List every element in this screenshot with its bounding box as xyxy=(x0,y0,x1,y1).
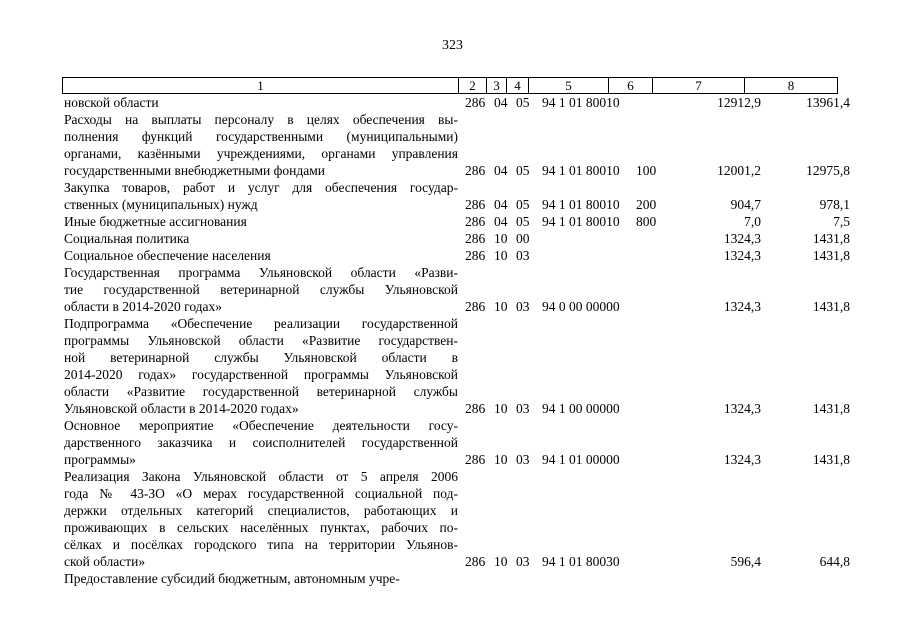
column-header-5: 5 xyxy=(529,78,609,94)
table-row xyxy=(64,315,864,417)
description-line: года № 43-ЗО «О мерах государственной социальной под- xyxy=(64,486,458,501)
description-line: Основное мероприятие «Обеспечение деятельности госу- xyxy=(64,418,458,433)
section-code-cell: 10 xyxy=(494,452,508,467)
target-article-cell: 94 0 00 00000 xyxy=(542,299,620,314)
page-number: 323 xyxy=(442,38,463,53)
description-line: области в 2014-2020 годах» xyxy=(64,299,223,314)
description-line: Государственная программа Ульяновской области «Разви- xyxy=(64,265,458,280)
description-line: Социальная политика xyxy=(64,231,190,246)
amount-col7-cell: 12001,2 xyxy=(717,163,761,178)
target-article-cell: 94 1 00 00000 xyxy=(542,401,620,416)
amount-col8-cell: 1431,8 xyxy=(812,248,850,263)
subsection-code-cell: 05 xyxy=(516,163,530,178)
amount-col8-cell: 1431,8 xyxy=(812,452,850,467)
table-row xyxy=(64,230,864,247)
subsection-code-cell: 03 xyxy=(516,401,530,416)
ministry-code-cell: 286 xyxy=(465,299,486,314)
target-article-cell: 94 1 01 80010 xyxy=(542,95,620,110)
description-line: Социальное обеспечение населения xyxy=(64,248,271,263)
column-header-3: 3 xyxy=(487,78,507,94)
target-article-cell: 94 1 01 80010 xyxy=(542,197,620,212)
section-code-cell: 10 xyxy=(494,248,508,263)
table-row xyxy=(64,94,864,111)
section-code-cell: 04 xyxy=(494,95,508,110)
amount-col7-cell: 596,4 xyxy=(730,554,761,569)
description-line: Закупка товаров, работ и услуг для обеспечения государ- xyxy=(64,180,458,195)
amount-col7-cell: 7,0 xyxy=(744,214,761,229)
description-line: полнения функций государственными (муниципальными) xyxy=(64,129,458,144)
ministry-code-cell: 286 xyxy=(465,214,486,229)
ministry-code-cell: 286 xyxy=(465,163,486,178)
section-code-cell: 10 xyxy=(494,299,508,314)
ministry-code-cell: 286 xyxy=(465,452,486,467)
table-row xyxy=(64,247,864,264)
description-line: Ульяновской области в 2014-2020 годах» xyxy=(64,401,299,416)
row-values xyxy=(64,570,864,587)
row-values xyxy=(64,230,864,247)
subsection-code-cell: 03 xyxy=(516,452,530,467)
ministry-code-cell: 286 xyxy=(465,401,486,416)
amount-col7-cell: 1324,3 xyxy=(723,299,761,314)
description-line: держки отдельных категорий специалистов, работающих и xyxy=(64,503,458,518)
subsection-code-cell: 03 xyxy=(516,248,530,263)
section-code-cell: 04 xyxy=(494,197,508,212)
column-header-7: 7 xyxy=(653,78,745,94)
column-header-table xyxy=(62,77,838,94)
target-article-cell: 94 1 01 80030 xyxy=(542,554,620,569)
description-line: новской области xyxy=(64,95,159,110)
description-line: Реализация Закона Ульяновской области от 5 апреля 2006 xyxy=(64,469,458,484)
subsection-code-cell: 05 xyxy=(516,95,530,110)
description-line: ственных (муниципальных) нужд xyxy=(64,197,258,212)
description-line: ской области» xyxy=(64,554,146,569)
table-row xyxy=(64,111,864,179)
description-line: программы Ульяновской области «Развитие государствен- xyxy=(64,333,458,348)
section-code-cell: 04 xyxy=(494,214,508,229)
table-row xyxy=(64,179,864,213)
row-values xyxy=(64,247,864,264)
row-values xyxy=(64,553,864,570)
amount-col7-cell: 1324,3 xyxy=(723,248,761,263)
description-line: проживающих в сельских населённых пунктах, рабочих по- xyxy=(64,520,458,535)
description-line: Предоставление субсидий бюджетным, автономным учре- xyxy=(64,571,400,586)
ministry-code-cell: 286 xyxy=(465,197,486,212)
amount-col8-cell: 1431,8 xyxy=(812,231,850,246)
amount-col7-cell: 12912,9 xyxy=(717,95,761,110)
amount-col8-cell: 13961,4 xyxy=(806,95,850,110)
ministry-code-cell: 286 xyxy=(465,554,486,569)
description-line: области «Развитие государственной ветеринарной службы xyxy=(64,384,458,399)
column-header-8: 8 xyxy=(745,78,838,94)
description-line: Подпрограмма «Обеспечение реализации государственной xyxy=(64,316,458,331)
column-header-row xyxy=(63,78,838,94)
description-line: тие государственной ветеринарной службы Ульяновской xyxy=(64,282,458,297)
amount-col7-cell: 1324,3 xyxy=(723,452,761,467)
description-line: органами, казёнными учреждениями, органами управления xyxy=(64,146,458,161)
description-line: дарственного заказчика и соисполнителей государственной xyxy=(64,435,458,450)
description-line: 2014-2020 годах» государственной программы Ульяновской xyxy=(64,367,458,382)
section-code-cell: 04 xyxy=(494,163,508,178)
table-row xyxy=(64,468,864,570)
description-line: программы» xyxy=(64,452,136,467)
ministry-code-cell: 286 xyxy=(465,95,486,110)
amount-col8-cell: 1431,8 xyxy=(812,401,850,416)
section-code-cell: 10 xyxy=(494,554,508,569)
subsection-code-cell: 05 xyxy=(516,197,530,212)
target-article-cell: 94 1 01 80010 xyxy=(542,163,620,178)
amount-col8-cell: 7,5 xyxy=(833,214,850,229)
table-row xyxy=(64,213,864,230)
ministry-code-cell: 286 xyxy=(465,248,486,263)
row-values xyxy=(64,213,864,230)
subsection-code-cell: 03 xyxy=(516,299,530,314)
row-values xyxy=(64,196,864,213)
column-header-4: 4 xyxy=(507,78,529,94)
target-article-cell: 94 1 01 00000 xyxy=(542,452,620,467)
table-row xyxy=(64,264,864,315)
description-line: сёлках и посёлках городского типа на территории Ульянов- xyxy=(64,537,458,552)
row-values xyxy=(64,451,864,468)
row-values xyxy=(64,298,864,315)
amount-col7-cell: 904,7 xyxy=(730,197,761,212)
row-values xyxy=(64,400,864,417)
ministry-code-cell: 286 xyxy=(465,231,486,246)
row-values xyxy=(64,94,864,111)
description-line: ной ветеринарной службы Ульяновской области в xyxy=(64,350,458,365)
amount-col8-cell: 1431,8 xyxy=(812,299,850,314)
description-line: государственными внебюджетными фондами xyxy=(64,163,326,178)
description-line: Иные бюджетные ассигнования xyxy=(64,214,247,229)
expense-type-cell: 200 xyxy=(636,197,657,212)
budget-table-body xyxy=(64,94,864,587)
column-header-1: 1 xyxy=(63,78,459,94)
section-code-cell: 10 xyxy=(494,231,508,246)
amount-col8-cell: 644,8 xyxy=(819,554,850,569)
description-line: Расходы на выплаты персоналу в целях обеспечения вы- xyxy=(64,112,458,127)
row-values xyxy=(64,162,864,179)
expense-type-cell: 800 xyxy=(636,214,657,229)
section-code-cell: 10 xyxy=(494,401,508,416)
amount-col8-cell: 978,1 xyxy=(819,197,850,212)
subsection-code-cell: 00 xyxy=(516,231,530,246)
expense-type-cell: 100 xyxy=(636,163,657,178)
subsection-code-cell: 03 xyxy=(516,554,530,569)
table-row xyxy=(64,417,864,468)
target-article-cell: 94 1 01 80010 xyxy=(542,214,620,229)
subsection-code-cell: 05 xyxy=(516,214,530,229)
column-header-2: 2 xyxy=(459,78,487,94)
table-row xyxy=(64,570,864,587)
amount-col7-cell: 1324,3 xyxy=(723,231,761,246)
amount-col8-cell: 12975,8 xyxy=(806,163,850,178)
column-header-6: 6 xyxy=(609,78,653,94)
amount-col7-cell: 1324,3 xyxy=(723,401,761,416)
